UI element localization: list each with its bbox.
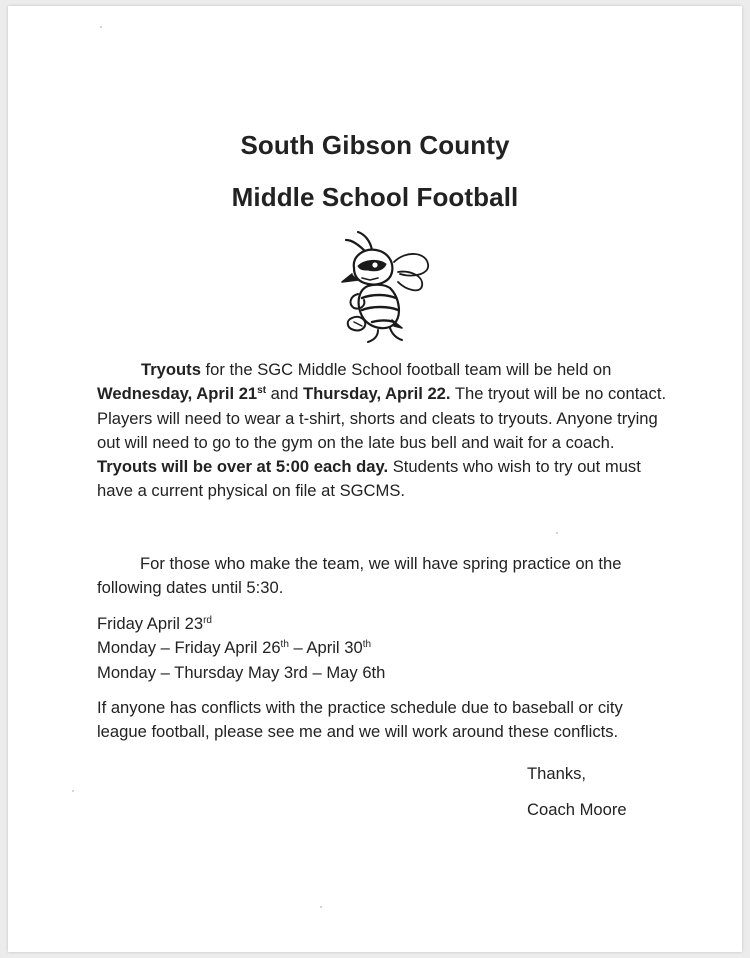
date-suffix: st: [257, 385, 267, 397]
scan-speck: [320, 906, 322, 908]
tryout-paragraph: [97, 358, 677, 504]
title-team: Middle School Football: [231, 182, 519, 212]
tryout-date-1: Wednesday, April 21: [97, 384, 258, 404]
flyer-page: [8, 6, 742, 952]
tryout-details-text: The tryout will be no contact. Players will need to wear a t-shirt, shorts and cleats to tryouts. Anyone trying out will need to go to the gym on the late bus bell and wait for a coach.: [97, 384, 667, 452]
schedule-line-2: Monday – Friday April 26th – April 30th: [97, 638, 372, 658]
title-school: South Gibson County: [240, 130, 510, 160]
practice-paragraph: [97, 552, 677, 601]
scan-speck: [556, 532, 558, 534]
closing-thanks: Thanks,: [527, 764, 587, 783]
practice-text: For those who make the team, we will have spring practice on the following dates until 5:30.: [97, 554, 622, 598]
tryout-intro-text: for the SGC Middle School football team will be held on: [200, 360, 612, 379]
tryouts-label: Tryouts: [141, 360, 201, 379]
scan-speck: [100, 26, 102, 28]
physical-requirement-text: Students who wish to try out must have a current physical on file at SGCMS.: [97, 457, 641, 501]
signature-name: Coach Moore: [527, 800, 627, 819]
scan-speck: [72, 790, 74, 792]
schedule-line-3: Monday – Thursday May 3rd – May 6th: [97, 662, 386, 682]
conflicts-paragraph: If anyone has conflicts with the practice schedule due to baseball or city league football, please see me and we will work around these conflicts.: [97, 698, 623, 742]
tryout-end-time: Tryouts will be over at 5:00 each day.: [97, 457, 389, 477]
practice-schedule: [97, 612, 677, 685]
tryout-date-2: Thursday, April 22.: [302, 384, 451, 404]
hornet-mascot-icon: [328, 228, 438, 346]
and-text: and: [266, 384, 303, 404]
schedule-line-1: Friday April 23rd: [97, 614, 212, 633]
